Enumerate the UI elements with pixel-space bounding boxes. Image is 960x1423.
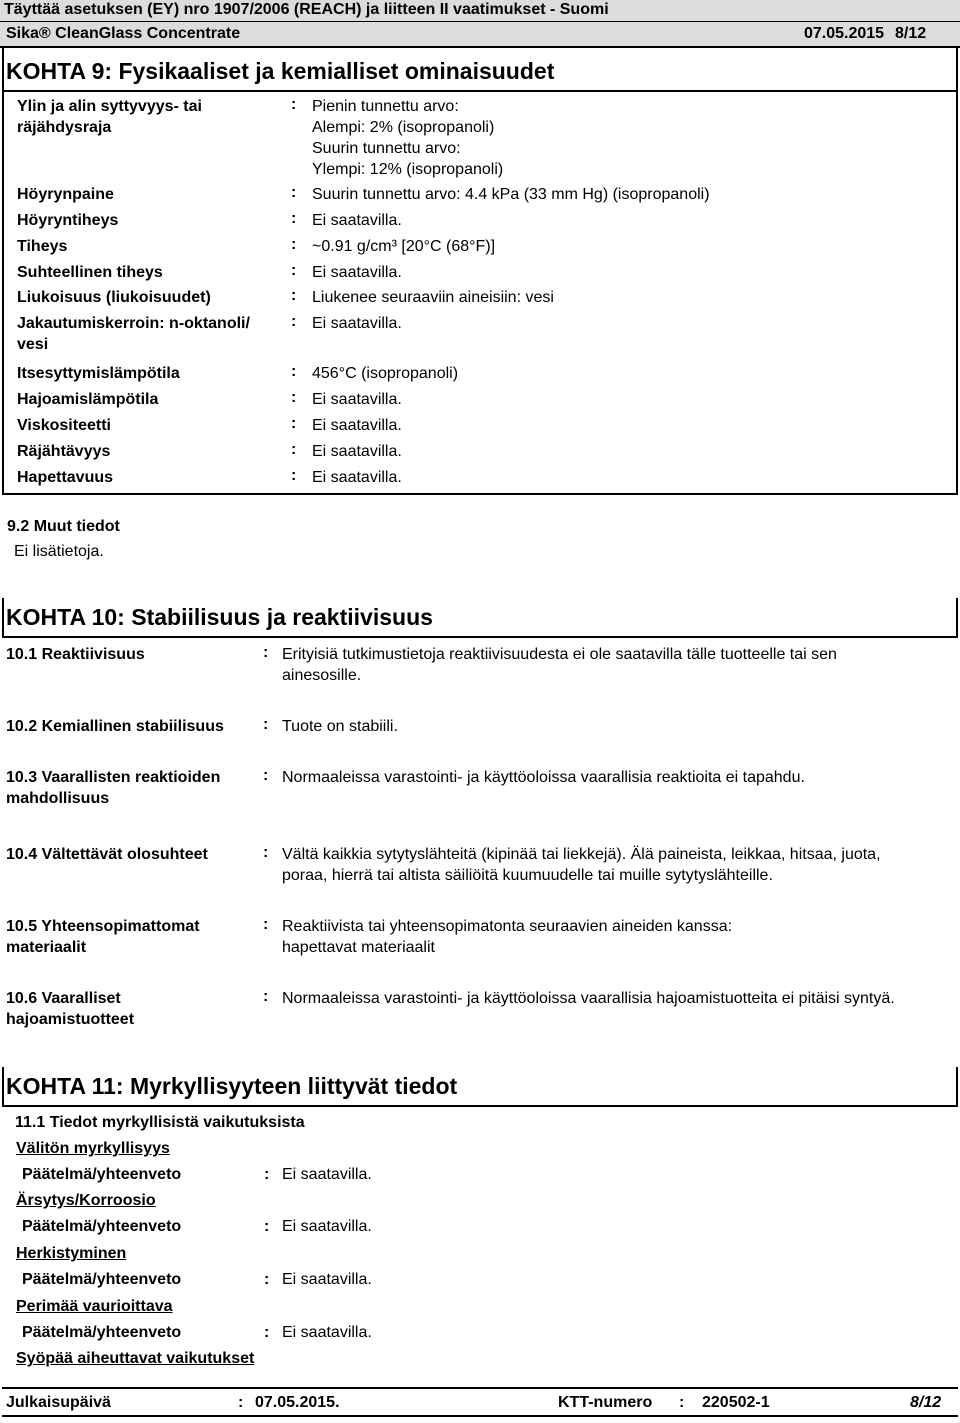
toxicity-category: Syöpää aiheuttavat vaikutukset xyxy=(16,1350,255,1367)
page-footer xyxy=(2,1387,958,1417)
colon: : xyxy=(263,844,269,861)
colon: : xyxy=(291,96,297,113)
property-label-line: Ylin ja alin syttyvyys- tai xyxy=(17,98,202,115)
colon: : xyxy=(291,236,297,253)
regulation-bar xyxy=(0,0,960,21)
ktt-label: KTT-numero xyxy=(558,1394,653,1411)
property-label: Viskositeetti xyxy=(17,417,111,434)
stability-heading-line: 10.3 Vaarallisten reaktioiden xyxy=(6,769,221,786)
property-label: Itsesyttymislämpötila xyxy=(17,365,180,382)
stability-heading-line: materiaalit xyxy=(6,939,87,956)
property-value-line: Ylempi: 12% (isopropanoli) xyxy=(312,161,504,178)
colon: : xyxy=(291,184,297,201)
property-value: Ei saatavilla. xyxy=(312,417,402,434)
property-label-line: Jakautumiskerroin: n-oktanoli/ xyxy=(17,315,250,332)
colon: : xyxy=(291,262,297,279)
property-value-line: Pienin tunnettu arvo: xyxy=(312,98,459,115)
colon: : xyxy=(291,467,297,484)
stability-heading-line: 10.6 Vaaralliset xyxy=(6,990,121,1007)
colon: : xyxy=(264,1218,270,1235)
property-value: Suurin tunnettu arvo: 4.4 kPa (33 mm Hg) (isopropanoli) xyxy=(312,186,710,203)
header-page: 8/12 xyxy=(895,25,927,42)
stability-heading-line: hajoamistuotteet xyxy=(6,1011,135,1028)
colon: : xyxy=(263,767,269,784)
colon: : xyxy=(291,441,297,458)
stability-text xyxy=(282,644,837,686)
other-info-heading: 9.2 Muut tiedot xyxy=(7,518,120,535)
property-label: Räjähtävyys xyxy=(17,443,111,460)
section-9-title: KOHTA 9: Fysikaaliset ja kemialliset ominaisuudet xyxy=(6,58,555,84)
conclusion-value: Ei saatavilla. xyxy=(282,1271,372,1288)
regulation-text: Täyttää asetuksen (EY) nro 1907/2006 (REACH) ja liitteen II vaatimukset - Suomi xyxy=(4,1,609,18)
property-value-line: Alempi: 2% (isopropanoli) xyxy=(312,119,495,136)
stability-heading: 10.1 Reaktiivisuus xyxy=(6,646,145,663)
stability-heading xyxy=(6,916,200,958)
colon: : xyxy=(264,1271,270,1288)
property-label: Hajoamislämpötila xyxy=(17,391,159,408)
colon: : xyxy=(238,1394,244,1411)
colon: : xyxy=(291,210,297,227)
colon: : xyxy=(291,389,297,406)
property-label: Höyryntiheys xyxy=(17,212,119,229)
conclusion-label: Päätelmä/yhteenveto xyxy=(22,1218,182,1235)
section-11-title: KOHTA 11: Myrkyllisyyteen liittyvät tiedot xyxy=(6,1073,458,1099)
conclusion-value: Ei saatavilla. xyxy=(282,1218,372,1235)
property-value: Ei saatavilla. xyxy=(312,443,402,460)
property-value: 456°C (isopropanoli) xyxy=(312,365,459,382)
property-label: Suhteellinen tiheys xyxy=(17,264,163,281)
colon: : xyxy=(291,313,297,330)
product-name: Sika® CleanGlass Concentrate xyxy=(6,25,241,42)
stability-heading-line: mahdollisuus xyxy=(6,790,110,807)
property-label-line: räjähdysraja xyxy=(17,119,112,136)
section-11-right-border xyxy=(956,1067,958,1107)
stability-text xyxy=(282,916,732,958)
toxicology-subheading: 11.1 Tiedot myrkyllisistä vaikutuksista xyxy=(15,1114,305,1131)
property-value: ~0.91 g/cm³ [20°C (68°F)] xyxy=(312,238,496,255)
stability-heading: 10.4 Vältettävät olosuhteet xyxy=(6,846,208,863)
colon: : xyxy=(291,363,297,380)
stability-heading-line: 10.5 Yhteensopimattomat xyxy=(6,918,200,935)
toxicity-category: Perimää vaurioittava xyxy=(16,1298,173,1315)
colon: : xyxy=(291,287,297,304)
property-label: Liukoisuus (liukoisuudet) xyxy=(17,289,211,306)
property-label: Tiheys xyxy=(17,238,68,255)
issue-date: 07.05.2015. xyxy=(255,1394,340,1411)
conclusion-label: Päätelmä/yhteenveto xyxy=(22,1271,182,1288)
stability-heading xyxy=(6,767,220,809)
stability-text-line: hapettavat materiaalit xyxy=(282,939,435,956)
property-value: Ei saatavilla. xyxy=(312,391,402,408)
header-date: 07.05.2015 xyxy=(804,25,885,42)
conclusion-label: Päätelmä/yhteenveto xyxy=(22,1324,182,1341)
issue-date-label: Julkaisupäivä xyxy=(6,1394,111,1411)
stability-text: Normaaleissa varastointi- ja käyttöoloissa vaarallisia hajoamistuotteita ei pitäisi syntyä. xyxy=(282,990,895,1007)
colon: : xyxy=(264,1166,270,1183)
toxicity-category: Herkistyminen xyxy=(16,1245,127,1262)
property-value: Ei saatavilla. xyxy=(312,315,402,332)
stability-text-line: Reaktiivista tai yhteensopimatonta seuraavien aineiden kanssa: xyxy=(282,918,733,935)
property-label xyxy=(17,96,202,138)
conclusion-label: Päätelmä/yhteenveto xyxy=(22,1166,182,1183)
conclusion-value: Ei saatavilla. xyxy=(282,1166,372,1183)
section-10-rule xyxy=(2,636,958,638)
property-value-line: Suurin tunnettu arvo: xyxy=(312,140,461,157)
toxicity-category: Välitön myrkyllisyys xyxy=(16,1140,170,1157)
property-value xyxy=(312,96,503,180)
section-10-title: KOHTA 10: Stabiilisuus ja reaktiivisuus xyxy=(6,604,433,630)
property-label: Höyrynpaine xyxy=(17,186,114,203)
property-label-line: vesi xyxy=(17,336,49,353)
property-label xyxy=(17,313,250,355)
property-value: Liukenee seuraaviin aineisiin: vesi xyxy=(312,289,554,306)
property-value: Ei saatavilla. xyxy=(312,469,402,486)
stability-heading xyxy=(6,988,134,1030)
stability-heading: 10.2 Kemiallinen stabiilisuus xyxy=(6,718,224,735)
colon: : xyxy=(264,1324,270,1341)
stability-text-line: Erityisiä tutkimustietoja reaktiivisuudesta ei ole saatavilla tälle tuotteelle tai sen xyxy=(282,646,837,663)
section-10-right-border xyxy=(956,598,958,638)
stability-text-line: poraa, hierrä tai altista säiliöitä kuumuudelle tai muille sytytyslähteille. xyxy=(282,867,773,884)
colon: : xyxy=(263,916,269,933)
conclusion-value: Ei saatavilla. xyxy=(282,1324,372,1341)
colon: : xyxy=(263,716,269,733)
colon: : xyxy=(263,988,269,1005)
property-label: Hapettavuus xyxy=(17,469,114,486)
stability-text: Normaaleissa varastointi- ja käyttöoloissa vaarallisia reaktioita ei tapahdu. xyxy=(282,769,805,786)
section-9-rule xyxy=(2,90,958,92)
colon: : xyxy=(291,415,297,432)
stability-text-line: ainesosille. xyxy=(282,667,362,684)
footer-page: 8/12 xyxy=(910,1394,942,1411)
property-value: Ei saatavilla. xyxy=(312,264,402,281)
ktt-number: 220502-1 xyxy=(702,1394,770,1411)
section-10-left-border xyxy=(2,598,4,638)
stability-text xyxy=(282,844,881,886)
stability-text-line: Vältä kaikkia sytytyslähteitä (kipinää tai liekkejä). Älä paineista, leikkaa, hitsaa, juota, xyxy=(282,846,881,863)
stability-text: Tuote on stabiili. xyxy=(282,718,398,735)
colon: : xyxy=(263,644,269,661)
property-value: Ei saatavilla. xyxy=(312,212,402,229)
section-11-left-border xyxy=(2,1067,4,1107)
colon: : xyxy=(679,1394,685,1411)
toxicity-category: Ärsytys/Korroosio xyxy=(16,1192,156,1209)
section-11-rule xyxy=(2,1105,958,1107)
product-bar xyxy=(0,21,960,48)
other-info-text: Ei lisätietoja. xyxy=(14,543,104,560)
